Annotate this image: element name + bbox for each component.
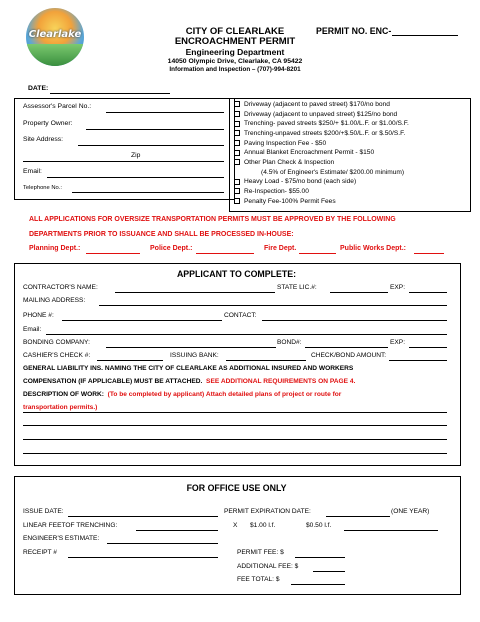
fire-dept-field[interactable]	[299, 253, 336, 254]
description-label: DESCRIPTION OF WORK:	[23, 391, 104, 398]
fee-option-heavy-load[interactable]: Heavy Load - $75/no bond (each side)	[234, 177, 409, 187]
rate-fifty-cents[interactable]: $0.50 l.f.	[306, 522, 332, 529]
multiply-symbol: X	[233, 522, 238, 529]
owner-field[interactable]	[86, 129, 224, 130]
parcel-label: Assessor's Parcel No.:	[23, 103, 92, 110]
additional-fee-field[interactable]	[313, 571, 345, 572]
checkbox-icon[interactable]	[234, 159, 240, 165]
permit-fee-field[interactable]	[295, 557, 345, 558]
mailing-address-label: MAILING ADDRESS:	[23, 297, 86, 304]
fee-option-paving-inspection[interactable]: Paving Inspection Fee - $50	[234, 139, 409, 149]
exp-field[interactable]	[409, 292, 447, 293]
fire-dept-label: Fire Dept.	[264, 245, 297, 252]
linear-feet-field[interactable]	[136, 530, 218, 531]
oversize-notice-line1: ALL APPLICATIONS FOR OVERSIZE TRANSPORTATION PERMITS MUST BE APPROVED BY THE FOLLOWING	[29, 216, 396, 223]
rate-one-dollar[interactable]: $1.00 l.f.	[250, 522, 276, 529]
police-dept-label: Police Dept.:	[150, 245, 193, 252]
permit-number	[316, 26, 458, 36]
checkbox-icon[interactable]	[234, 121, 240, 127]
state-lic-field[interactable]	[330, 292, 388, 293]
logo-text: Clearlake	[28, 29, 82, 40]
oversize-notice-line2: DEPARTMENTS PRIOR TO ISSUANCE AND SHALL BE PROCESSED IN-HOUSE:	[29, 231, 294, 238]
fee-option-reinspection[interactable]: Re-Inspection- $55.00	[234, 187, 409, 197]
checkbox-icon[interactable]	[234, 130, 240, 136]
cashier-check-label: CASHIER'S CHECK #:	[23, 352, 91, 359]
liability-line2	[23, 378, 355, 385]
expiration-date-label: PERMIT EXPIRATION DATE:	[224, 508, 311, 515]
site-address-field[interactable]	[78, 145, 224, 146]
checkbox-icon[interactable]	[234, 140, 240, 146]
receipt-field[interactable]	[68, 557, 218, 558]
expiration-date-field[interactable]	[326, 516, 390, 517]
checkbox-icon[interactable]	[234, 188, 240, 194]
bond-number-label: BOND#:	[277, 339, 302, 346]
phone-field[interactable]	[62, 320, 222, 321]
logo-water	[26, 44, 84, 66]
zip-field[interactable]	[23, 161, 224, 162]
public-works-field[interactable]	[414, 253, 444, 254]
owner-label: Property Owner:	[23, 120, 73, 127]
checkbox-icon[interactable]	[234, 198, 240, 204]
liability-line2-red: SEE ADDITIONAL REQUIREMENTS ON PAGE 4.	[206, 378, 356, 385]
issue-date-label: ISSUE DATE:	[23, 508, 64, 515]
permit-number-field[interactable]	[392, 26, 458, 36]
telephone-label: Telephone No.:	[23, 185, 62, 191]
fee-option-trenching-unpaved[interactable]: Trenching-unpaved streets $200/+$.50/L.F. or $.50/S.F.	[234, 129, 409, 139]
issuing-bank-label: ISSUING BANK:	[170, 352, 219, 359]
fee-option-penalty[interactable]: Penalty Fee-100% Permit Fees	[234, 197, 409, 207]
police-dept-field[interactable]	[196, 253, 254, 254]
issue-date-field[interactable]	[68, 516, 218, 517]
description-field-line4[interactable]	[23, 453, 447, 454]
applicant-section-title: APPLICANT TO COMPLETE:	[176, 269, 297, 279]
fee-option-annual-blanket[interactable]: Annual Blanket Encroachment Permit - $150	[234, 148, 409, 158]
applicant-email-field[interactable]	[46, 334, 447, 335]
bonding-company-label: BONDING COMPANY:	[23, 339, 90, 346]
email-field[interactable]	[47, 177, 224, 178]
bond-exp-field[interactable]	[409, 347, 447, 348]
fee-total-label: FEE TOTAL: $	[237, 576, 280, 583]
fee-options-list	[234, 100, 409, 206]
one-year-note: (ONE YEAR)	[391, 508, 430, 515]
cashier-check-field[interactable]	[97, 360, 163, 361]
checkbox-icon[interactable]	[234, 150, 240, 156]
issuing-bank-field[interactable]	[226, 360, 306, 361]
liability-line2-text: COMPENSATION (IF APPLICABLE) MUST BE ATTACHED.	[23, 378, 203, 385]
clearlake-logo	[26, 8, 84, 66]
contractor-name-field[interactable]	[115, 292, 275, 293]
fee-total-field[interactable]	[291, 584, 345, 585]
description-field-line3[interactable]	[23, 439, 447, 440]
department-name: Engineering Department	[185, 47, 285, 57]
date-field[interactable]	[50, 93, 170, 94]
engineer-estimate-label: ENGINEER'S ESTIMATE:	[23, 535, 100, 542]
planning-dept-field[interactable]	[86, 253, 140, 254]
planning-dept-label: Planning Dept.:	[29, 245, 81, 252]
checkbox-icon[interactable]	[234, 101, 240, 107]
fee-option-driveway-unpaved[interactable]: Driveway (adjacent to unpaved street) $125/no bond	[234, 110, 409, 120]
check-bond-amount-label: CHECK/BOND AMOUNT:	[311, 352, 387, 359]
city-address: 14050 Olympic Drive, Clearlake, CA 95422	[167, 58, 303, 65]
office-use-title: FOR OFFICE USE ONLY	[186, 483, 287, 493]
parcel-field[interactable]	[106, 112, 224, 113]
linear-feet-label: LINEAR FEETOF TRENCHING:	[23, 522, 118, 529]
contact-label: CONTACT:	[224, 312, 257, 319]
phone-label: PHONE #:	[23, 312, 54, 319]
fee-option-plan-check-note: (4.5% of Engineer's Estimate/ $200.00 minimum)	[261, 168, 405, 176]
additional-fee-label: ADDITIONAL FEE: $	[237, 563, 299, 570]
zip-label: Zip	[131, 152, 141, 159]
description-instructions: (To be completed by applicant) Attach detailed plans of project or route for	[107, 391, 342, 398]
mailing-address-field[interactable]	[99, 305, 447, 306]
site-address-label: Site Address:	[23, 136, 64, 143]
checkbox-icon[interactable]	[234, 179, 240, 185]
bonding-company-field[interactable]	[106, 347, 276, 348]
description-field-line1[interactable]	[23, 412, 447, 413]
permit-fee-label: PERMIT FEE: $	[237, 549, 284, 556]
description-line1	[23, 391, 341, 398]
bond-number-field[interactable]	[305, 347, 388, 348]
description-instructions-2: transportation permits.)	[23, 404, 98, 411]
permit-number-label: PERMIT NO. ENC-	[316, 26, 392, 36]
contact-field[interactable]	[262, 320, 447, 321]
fee-option-plan-check[interactable]: Other Plan Check & Inspection	[234, 158, 409, 168]
applicant-email-label: Email:	[23, 326, 42, 333]
contractor-name-label: CONTRACTOR'S NAME:	[23, 284, 98, 291]
email-label: Email:	[23, 168, 42, 175]
fee-option-trenching-paved[interactable]: Trenching- paved streets $250/+ $1.00/L.F. or $1.00/S.F.	[234, 119, 409, 129]
date-label: DATE:	[28, 85, 49, 92]
liability-line1: GENERAL LIABILITY INS. NAMING THE CITY OF CLEARLAKE AS ADDITIONAL INSURED AND WORKERS	[23, 365, 354, 372]
info-phone: Information and Inspection – (707)-994-8201	[169, 66, 301, 73]
public-works-label: Public Works Dept.:	[340, 245, 406, 252]
fee-option-driveway-paved[interactable]: Driveway (adjacent to paved street) $170/no bond	[234, 100, 409, 110]
engineer-estimate-field[interactable]	[107, 543, 218, 544]
bond-exp-label: EXP:	[390, 339, 406, 346]
exp-label: EXP:	[390, 284, 406, 291]
telephone-field[interactable]	[72, 192, 224, 193]
trenching-total-field[interactable]	[344, 530, 438, 531]
receipt-label: RECEIPT #	[23, 549, 57, 556]
check-bond-amount-field[interactable]	[389, 360, 447, 361]
checkbox-icon[interactable]	[234, 111, 240, 117]
permit-type: ENCROACHMENT PERMIT	[174, 36, 296, 47]
city-name: CITY OF CLEARLAKE	[185, 26, 285, 37]
state-lic-label: STATE LIC.#:	[277, 284, 317, 291]
description-field-line2[interactable]	[23, 425, 447, 426]
